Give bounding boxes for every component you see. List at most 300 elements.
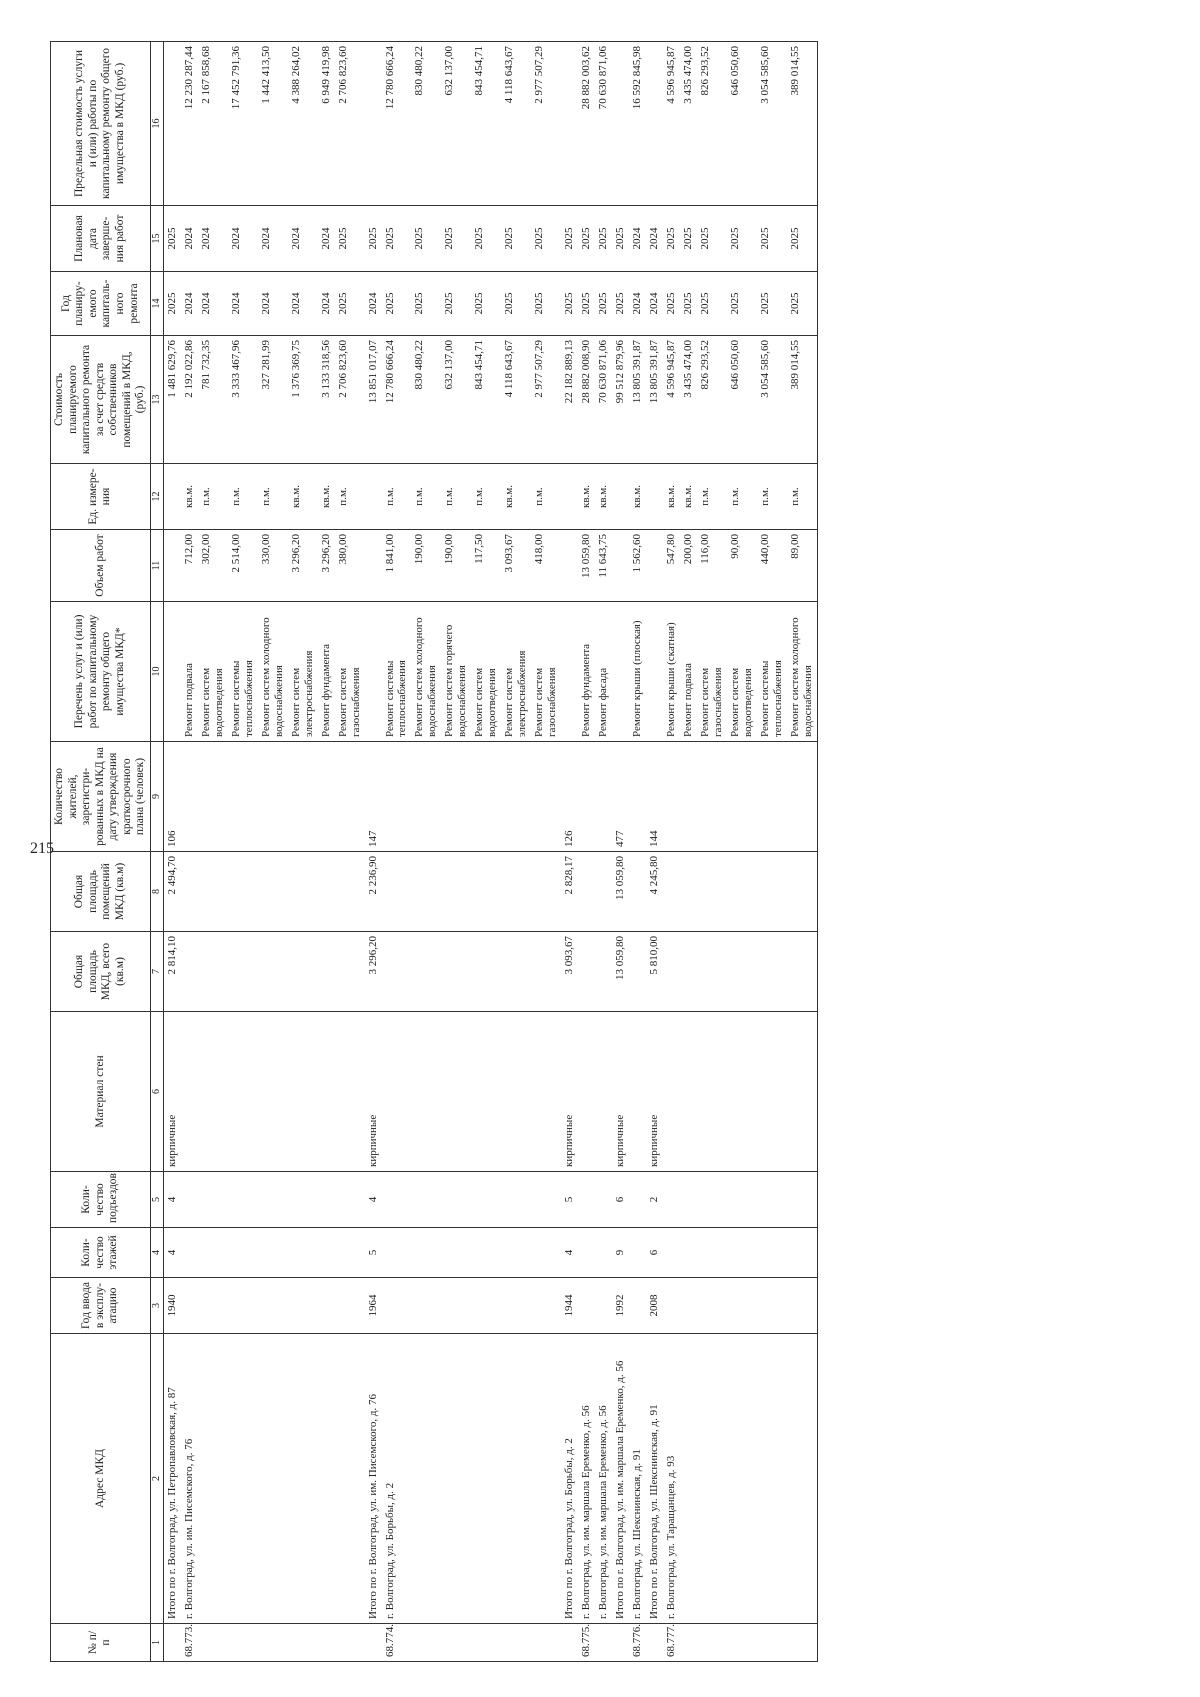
column-number-row: [150, 42, 163, 1662]
table-row: [471, 42, 501, 1662]
table-row: [612, 42, 629, 1662]
repair-year-cell: 2025: [335, 272, 365, 336]
unit-cell: кв.м.: [595, 464, 612, 530]
wall-material-cell: [335, 1012, 365, 1172]
work-type-cell: Ремонт крыши (плоская): [629, 602, 646, 742]
year-built-cell: [663, 1278, 680, 1334]
unit-cell: кв.м.: [629, 464, 646, 530]
floors-cell: [578, 1228, 595, 1278]
row-number-cell: [441, 1624, 471, 1662]
entrances-cell: [288, 1172, 318, 1228]
unit-cell: п.м.: [335, 464, 365, 530]
year-built-cell: [757, 1278, 787, 1334]
floors-cell: 4: [163, 1228, 180, 1278]
residents-cell: [757, 742, 787, 852]
row-number-cell: [531, 1624, 561, 1662]
work-type-cell: [163, 602, 180, 742]
total-area-cell: [727, 932, 757, 1012]
work-type-cell: Ремонт систем электроснабжения: [288, 602, 318, 742]
owner-cost-cell: 12 780 666,24: [382, 336, 412, 464]
year-built-cell: [441, 1278, 471, 1334]
work-volume-cell: 418,00: [531, 530, 561, 602]
address-cell: г. Волгоград, ул. Шекснинская, д. 91: [629, 1334, 646, 1624]
max-cost-cell: [561, 42, 578, 206]
row-number-cell: [501, 1624, 531, 1662]
row-number-cell: [697, 1624, 727, 1662]
floors-cell: [288, 1228, 318, 1278]
work-type-cell: Ремонт систем водоотведения: [727, 602, 757, 742]
header-cell: Год планиру-емого капиталь-ного ремонта: [51, 272, 151, 336]
max-cost-cell: 389 014,55: [787, 42, 817, 206]
row-number-cell: [365, 1624, 382, 1662]
premises-area-cell: [318, 852, 335, 932]
unit-cell: кв.м.: [318, 464, 335, 530]
entrances-cell: [441, 1172, 471, 1228]
work-volume-cell: 3 093,67: [501, 530, 531, 602]
entrances-cell: 6: [612, 1172, 629, 1228]
header-cell: № п/п: [51, 1624, 151, 1662]
work-type-cell: Ремонт систем газоснабжения: [531, 602, 561, 742]
work-type-cell: Ремонт системы теплоснабжения: [757, 602, 787, 742]
completion-date-cell: 2025: [531, 206, 561, 272]
rotated-table-container: [50, 42, 1170, 1662]
floors-cell: [595, 1228, 612, 1278]
repair-year-cell: 2025: [727, 272, 757, 336]
unit-cell: п.м.: [757, 464, 787, 530]
column-number: 12: [150, 464, 163, 530]
repair-year-cell: 2025: [163, 272, 180, 336]
work-type-cell: Ремонт систем горячего водоснабжения: [441, 602, 471, 742]
completion-date-cell: 2025: [612, 206, 629, 272]
table-row: [561, 42, 578, 1662]
table-row: [411, 42, 441, 1662]
premises-area-cell: 4 245,80: [646, 852, 663, 932]
completion-date-cell: 2025: [501, 206, 531, 272]
max-cost-cell: [365, 42, 382, 206]
premises-area-cell: [335, 852, 365, 932]
premises-area-cell: [441, 852, 471, 932]
premises-area-cell: [501, 852, 531, 932]
table-row: [181, 42, 198, 1662]
entrances-cell: 4: [365, 1172, 382, 1228]
row-number-cell: [228, 1624, 258, 1662]
entrances-cell: [382, 1172, 412, 1228]
work-type-cell: Ремонт подвала: [680, 602, 697, 742]
address-cell: [411, 1334, 441, 1624]
work-volume-cell: 90,00: [727, 530, 757, 602]
year-built-cell: [258, 1278, 288, 1334]
table-row: [365, 42, 382, 1662]
header-cell: Коли-чество подъездов: [51, 1172, 151, 1228]
total-area-cell: 3 093,67: [561, 932, 578, 1012]
column-number: 8: [150, 852, 163, 932]
address-cell: г. Волгоград, ул. Борьбы, д. 2: [382, 1334, 412, 1624]
row-number-cell: [288, 1624, 318, 1662]
total-area-cell: [382, 932, 412, 1012]
total-area-cell: [258, 932, 288, 1012]
year-built-cell: [471, 1278, 501, 1334]
completion-date-cell: 2024: [228, 206, 258, 272]
work-type-cell: [612, 602, 629, 742]
work-type-cell: Ремонт крыши (скатная): [663, 602, 680, 742]
address-cell: [697, 1334, 727, 1624]
unit-cell: кв.м.: [680, 464, 697, 530]
max-cost-cell: 16 592 845,98: [629, 42, 646, 206]
residents-cell: [787, 742, 817, 852]
max-cost-cell: 4 596 945,87: [663, 42, 680, 206]
max-cost-cell: 830 480,22: [411, 42, 441, 206]
entrances-cell: [258, 1172, 288, 1228]
table-row: [727, 42, 757, 1662]
address-cell: [757, 1334, 787, 1624]
table-row: [629, 42, 646, 1662]
premises-area-cell: [181, 852, 198, 932]
floors-cell: [382, 1228, 412, 1278]
floors-cell: [228, 1228, 258, 1278]
year-built-cell: [578, 1278, 595, 1334]
completion-date-cell: 2024: [629, 206, 646, 272]
year-built-cell: 2008: [646, 1278, 663, 1334]
residents-cell: [411, 742, 441, 852]
repair-year-cell: 2025: [595, 272, 612, 336]
header-cell: Объем работ: [51, 530, 151, 602]
entrances-cell: [181, 1172, 198, 1228]
row-number-cell: [595, 1624, 612, 1662]
repair-year-cell: 2025: [501, 272, 531, 336]
address-cell: [471, 1334, 501, 1624]
work-volume-cell: 3 296,20: [318, 530, 335, 602]
work-volume-cell: 116,00: [697, 530, 727, 602]
table-row: [288, 42, 318, 1662]
wall-material-cell: [441, 1012, 471, 1172]
owner-cost-cell: 632 137,00: [441, 336, 471, 464]
owner-cost-cell: 826 293,52: [697, 336, 727, 464]
wall-material-cell: [258, 1012, 288, 1172]
residents-cell: [258, 742, 288, 852]
table-row: [163, 42, 180, 1662]
unit-cell: [612, 464, 629, 530]
completion-date-cell: 2024: [288, 206, 318, 272]
entrances-cell: 2: [646, 1172, 663, 1228]
residents-cell: 477: [612, 742, 629, 852]
unit-cell: п.м.: [697, 464, 727, 530]
work-volume-cell: [163, 530, 180, 602]
total-area-cell: [663, 932, 680, 1012]
entrances-cell: [578, 1172, 595, 1228]
completion-date-cell: 2025: [727, 206, 757, 272]
owner-cost-cell: 2 706 823,60: [335, 336, 365, 464]
owner-cost-cell: 646 050,60: [727, 336, 757, 464]
year-built-cell: [595, 1278, 612, 1334]
repair-year-cell: 2025: [612, 272, 629, 336]
premises-area-cell: [382, 852, 412, 932]
year-built-cell: [629, 1278, 646, 1334]
premises-area-cell: [411, 852, 441, 932]
table-body: [163, 42, 817, 1662]
owner-cost-cell: 28 882 008,90: [578, 336, 595, 464]
residents-cell: [181, 742, 198, 852]
total-area-cell: [471, 932, 501, 1012]
unit-cell: [163, 464, 180, 530]
entrances-cell: [663, 1172, 680, 1228]
table-row: [441, 42, 471, 1662]
completion-date-cell: 2025: [663, 206, 680, 272]
entrances-cell: [531, 1172, 561, 1228]
premises-area-cell: [727, 852, 757, 932]
premises-area-cell: 13 059,80: [612, 852, 629, 932]
row-number-cell: [258, 1624, 288, 1662]
max-cost-cell: 1 442 413,50: [258, 42, 288, 206]
total-area-cell: 5 810,00: [646, 932, 663, 1012]
header-cell: Предельная стоимость услуги и (или) работы по капитальному ремонту общего имущества в МКД (руб.): [51, 42, 151, 206]
address-cell: Итого по г. Волгоград, ул. им. маршала Еременко, д. 56: [612, 1334, 629, 1624]
address-cell: г. Волгоград, ул. им. Писемского, д. 76: [181, 1334, 198, 1624]
residents-cell: [501, 742, 531, 852]
work-volume-cell: [612, 530, 629, 602]
total-area-cell: [531, 932, 561, 1012]
address-cell: Итого по г. Волгоград, ул. Петропавловская, д. 87: [163, 1334, 180, 1624]
max-cost-cell: 3 435 474,00: [680, 42, 697, 206]
total-area-cell: [441, 932, 471, 1012]
completion-date-cell: 2025: [163, 206, 180, 272]
work-type-cell: Ремонт систем электроснабжения: [501, 602, 531, 742]
entrances-cell: [318, 1172, 335, 1228]
work-volume-cell: 330,00: [258, 530, 288, 602]
completion-date-cell: 2025: [697, 206, 727, 272]
header-cell: Перечень услуг и (или) работ по капитальному ремонту общего имущества МКД*: [51, 602, 151, 742]
work-volume-cell: [561, 530, 578, 602]
table-row: [228, 42, 258, 1662]
floors-cell: 4: [561, 1228, 578, 1278]
column-number: 3: [150, 1278, 163, 1334]
address-cell: г. Волгоград, ул. им. маршала Еременко, д. 56: [595, 1334, 612, 1624]
work-volume-cell: 200,00: [680, 530, 697, 602]
work-volume-cell: 1 562,60: [629, 530, 646, 602]
unit-cell: п.м.: [727, 464, 757, 530]
owner-cost-cell: 3 133 318,56: [318, 336, 335, 464]
wall-material-cell: [318, 1012, 335, 1172]
work-type-cell: Ремонт фундамента: [578, 602, 595, 742]
residents-cell: [335, 742, 365, 852]
year-built-cell: [787, 1278, 817, 1334]
max-cost-cell: 2 706 823,60: [335, 42, 365, 206]
row-number-cell: 68.776.: [629, 1624, 646, 1662]
completion-date-cell: 2024: [318, 206, 335, 272]
year-built-cell: [727, 1278, 757, 1334]
residents-cell: [441, 742, 471, 852]
total-area-cell: [629, 932, 646, 1012]
wall-material-cell: [787, 1012, 817, 1172]
column-number: 11: [150, 530, 163, 602]
residents-cell: 126: [561, 742, 578, 852]
entrances-cell: [411, 1172, 441, 1228]
max-cost-cell: [646, 42, 663, 206]
unit-cell: п.м.: [411, 464, 441, 530]
entrances-cell: [471, 1172, 501, 1228]
row-number-cell: [680, 1624, 697, 1662]
address-cell: [727, 1334, 757, 1624]
unit-cell: [365, 464, 382, 530]
work-volume-cell: 440,00: [757, 530, 787, 602]
address-cell: [787, 1334, 817, 1624]
completion-date-cell: 2025: [578, 206, 595, 272]
address-cell: [441, 1334, 471, 1624]
repair-year-cell: 2024: [288, 272, 318, 336]
max-cost-cell: 632 137,00: [441, 42, 471, 206]
address-cell: Итого по г. Волгоград, ул. им. Писемского, д. 76: [365, 1334, 382, 1624]
work-volume-cell: 380,00: [335, 530, 365, 602]
entrances-cell: [757, 1172, 787, 1228]
work-type-cell: [646, 602, 663, 742]
total-area-cell: [318, 932, 335, 1012]
unit-cell: п.м.: [228, 464, 258, 530]
max-cost-cell: 646 050,60: [727, 42, 757, 206]
floors-cell: [258, 1228, 288, 1278]
repair-year-cell: 2025: [757, 272, 787, 336]
residents-cell: 106: [163, 742, 180, 852]
repair-year-cell: 2025: [441, 272, 471, 336]
residents-cell: [228, 742, 258, 852]
unit-cell: п.м.: [258, 464, 288, 530]
floors-cell: 9: [612, 1228, 629, 1278]
floors-cell: [680, 1228, 697, 1278]
completion-date-cell: 2025: [757, 206, 787, 272]
premises-area-cell: [258, 852, 288, 932]
entrances-cell: [629, 1172, 646, 1228]
table-row: [787, 42, 817, 1662]
wall-material-cell: [595, 1012, 612, 1172]
floors-cell: [181, 1228, 198, 1278]
residents-cell: [382, 742, 412, 852]
max-cost-cell: 3 054 585,60: [757, 42, 787, 206]
repair-year-cell: 2024: [365, 272, 382, 336]
floors-cell: 5: [365, 1228, 382, 1278]
address-cell: г. Волгоград, ул. им. маршала Еременко, д. 56: [578, 1334, 595, 1624]
work-volume-cell: 190,00: [411, 530, 441, 602]
owner-cost-cell: 70 630 871,06: [595, 336, 612, 464]
row-number-cell: [163, 1624, 180, 1662]
floors-cell: [697, 1228, 727, 1278]
address-cell: [335, 1334, 365, 1624]
unit-cell: п.м.: [441, 464, 471, 530]
total-area-cell: [288, 932, 318, 1012]
owner-cost-cell: 389 014,55: [787, 336, 817, 464]
premises-area-cell: [680, 852, 697, 932]
floors-cell: [757, 1228, 787, 1278]
owner-cost-cell: 781 732,35: [198, 336, 228, 464]
total-area-cell: [411, 932, 441, 1012]
max-cost-cell: 6 949 419,98: [318, 42, 335, 206]
repair-year-cell: 2024: [258, 272, 288, 336]
row-number-cell: [561, 1624, 578, 1662]
owner-cost-cell: 830 480,22: [411, 336, 441, 464]
residents-cell: 144: [646, 742, 663, 852]
total-area-cell: [335, 932, 365, 1012]
entrances-cell: [787, 1172, 817, 1228]
residents-cell: [680, 742, 697, 852]
wall-material-cell: [181, 1012, 198, 1172]
repair-year-cell: 2025: [578, 272, 595, 336]
repair-year-cell: 2025: [531, 272, 561, 336]
premises-area-cell: [198, 852, 228, 932]
entrances-cell: [198, 1172, 228, 1228]
work-type-cell: Ремонт системы теплоснабжения: [382, 602, 412, 742]
year-built-cell: [697, 1278, 727, 1334]
work-volume-cell: 89,00: [787, 530, 817, 602]
header-cell: Общая площадь помещений МКД (кв.м): [51, 852, 151, 932]
repair-year-cell: 2025: [787, 272, 817, 336]
work-volume-cell: [365, 530, 382, 602]
total-area-cell: [578, 932, 595, 1012]
repair-year-cell: 2025: [471, 272, 501, 336]
column-number: 6: [150, 1012, 163, 1172]
column-number: 14: [150, 272, 163, 336]
address-cell: Итого по г. Волгоград, ул. Шекснинская, д. 91: [646, 1334, 663, 1624]
row-number-cell: [727, 1624, 757, 1662]
column-number: 9: [150, 742, 163, 852]
column-number: 15: [150, 206, 163, 272]
row-number-cell: 68.773.: [181, 1624, 198, 1662]
completion-date-cell: 2025: [471, 206, 501, 272]
max-cost-cell: 12 230 287,44: [181, 42, 198, 206]
owner-cost-cell: 99 512 879,96: [612, 336, 629, 464]
total-area-cell: [680, 932, 697, 1012]
total-area-cell: [697, 932, 727, 1012]
max-cost-cell: 28 882 003,62: [578, 42, 595, 206]
completion-date-cell: 2025: [595, 206, 612, 272]
floors-cell: [441, 1228, 471, 1278]
wall-material-cell: кирпичные: [612, 1012, 629, 1172]
unit-cell: п.м.: [198, 464, 228, 530]
total-area-cell: 13 059,80: [612, 932, 629, 1012]
repair-year-cell: 2025: [382, 272, 412, 336]
entrances-cell: [228, 1172, 258, 1228]
work-type-cell: Ремонт подвала: [181, 602, 198, 742]
year-built-cell: 1944: [561, 1278, 578, 1334]
work-volume-cell: [646, 530, 663, 602]
wall-material-cell: [663, 1012, 680, 1172]
wall-material-cell: кирпичные: [646, 1012, 663, 1172]
wall-material-cell: кирпичные: [561, 1012, 578, 1172]
premises-area-cell: 2 494,70: [163, 852, 180, 932]
total-area-cell: [501, 932, 531, 1012]
column-number: 1: [150, 1624, 163, 1662]
unit-cell: п.м.: [787, 464, 817, 530]
work-volume-cell: 547,80: [663, 530, 680, 602]
address-cell: [228, 1334, 258, 1624]
completion-date-cell: 2025: [411, 206, 441, 272]
entrances-cell: 5: [561, 1172, 578, 1228]
wall-material-cell: [288, 1012, 318, 1172]
table-row: [198, 42, 228, 1662]
table-row: [757, 42, 787, 1662]
row-number-cell: [646, 1624, 663, 1662]
year-built-cell: [288, 1278, 318, 1334]
entrances-cell: [727, 1172, 757, 1228]
work-type-cell: Ремонт фасада: [595, 602, 612, 742]
year-built-cell: 1940: [163, 1278, 180, 1334]
row-number-cell: [757, 1624, 787, 1662]
max-cost-cell: 17 452 791,36: [228, 42, 258, 206]
completion-date-cell: 2025: [561, 206, 578, 272]
max-cost-cell: 12 780 666,24: [382, 42, 412, 206]
total-area-cell: [595, 932, 612, 1012]
residents-cell: [727, 742, 757, 852]
address-cell: [288, 1334, 318, 1624]
wall-material-cell: [382, 1012, 412, 1172]
unit-cell: [561, 464, 578, 530]
floors-cell: [531, 1228, 561, 1278]
